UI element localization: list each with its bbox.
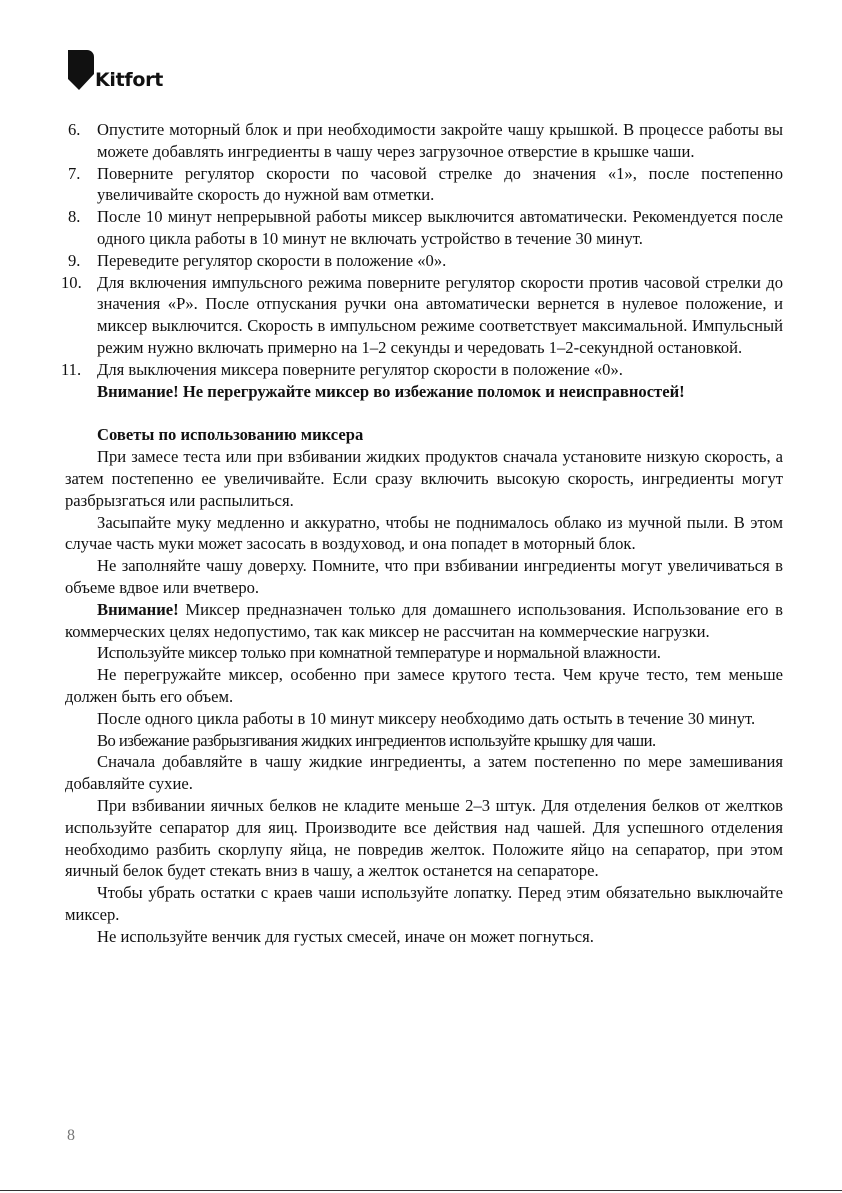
step-number: 8. [68, 207, 81, 227]
list-item [65, 119, 783, 163]
tip-paragraph: Не перегружайте миксер, особенно при замесе крутого теста. Чем круче тесто, тем меньше должен быть его объем. [65, 665, 783, 706]
tip-paragraph: Чтобы убрать остатки с краев чаши используйте лопатку. Перед этим обязательно выключайте миксер. [65, 883, 783, 924]
list-item [61, 359, 783, 381]
tip-paragraph: Не заполняйте чашу доверху. Помните, что при взбивании ингредиенты могут увеличиваться в объеме вдвое или вчетверо. [65, 556, 783, 597]
step-text: После 10 минут непрерывной работы миксер выключится автоматически. Рекомендуется после одного цикла работы в 10 минут не включать устройство в течение 30 минут. [97, 207, 783, 248]
tip-paragraph: Во избежание разбрызгивания жидких ингредиентов используйте крышку для чаши. [97, 730, 656, 750]
list-item [65, 250, 783, 272]
tip-paragraph: Засыпайте муку медленно и аккуратно, чтобы не поднималось облако из мучной пыли. В этом случае часть муки может засосать в воздуховод, и она попадет в моторный блок. [65, 512, 783, 554]
steps-list [61, 119, 783, 381]
tips-heading: Советы по использованию миксера [97, 425, 364, 445]
step-number: 11. [61, 359, 82, 379]
tip-paragraph-warning [65, 599, 783, 643]
overload-warning: Внимание! Не перегружайте миксер во избежание поломок и неисправностей! [97, 381, 685, 401]
attention-label: Внимание! [97, 599, 179, 619]
step-number: 10. [61, 272, 82, 292]
step-number: 6. [68, 120, 81, 139]
brand-name: Kitfort [95, 69, 163, 91]
list-item [65, 163, 783, 207]
step-text: Опустите моторный блок и при необходимости закройте чашу крышкой. В процессе работы вы можете добавлять ингредиенты в чашу через загрузочное отверстие в крышке чаши. [97, 120, 783, 161]
instruction-body [61, 119, 783, 947]
tip-paragraph: Используйте миксер только при комнатной температуре и нормальной влажности. [97, 643, 661, 663]
page-number: 8 [67, 1127, 75, 1144]
step-text: Переведите регулятор скорости в положение «0». [97, 250, 447, 270]
step-text: Для выключения миксера поверните регулятор скорости в положение «0». [97, 359, 623, 379]
bottom-rule [0, 1190, 842, 1191]
step-number: 9. [68, 250, 81, 270]
tip-paragraph: При замесе теста или при взбивании жидких продуктов сначала установите низкую скорость, а затем постепенно ее увеличивайте. Если сразу включить высокую скорость, ингредиенты могут разбрызгаться или распылиться. [65, 447, 783, 510]
step-text: Для включения импульсного режима поверните регулятор скорости против часовой стрелки до значения «P». После отпускания ручки она автоматически вернется в нулевое положение, и миксер выключится. Скорость в импульсном режиме соответствует максимальной. Импульсный режим нужно включать примерно на 1–2 секунды и чередовать 1–2-секундной остановкой. [97, 272, 783, 357]
attention-text: Миксер предназначен только для домашнего использования. Использование его в коммерческих целях недопустимо, так как миксер не рассчитан на коммерческие нагрузки. [65, 599, 783, 641]
tip-paragraph: После одного цикла работы в 10 минут миксеру необходимо дать остыть в течение 30 минут. [97, 708, 756, 728]
tip-paragraph: Не используйте венчик для густых смесей, иначе он может погнуться. [97, 926, 594, 946]
list-item [61, 272, 783, 359]
list-item [65, 206, 783, 250]
tip-paragraph: При взбивании яичных белков не кладите меньше 2–3 штук. Для отделения белков от желтков используйте сепаратор для яиц. Производите все действия над чашей. Для успешного отделения необходимо разбить скорлупу яйца, не повредив желток. Положите яйцо на сепаратор, при этом яичный белок будет стекать вниз в чашу, а желток останется на сепараторе. [65, 795, 783, 881]
kitfort-mark-icon [68, 50, 94, 90]
brand-logo [68, 50, 163, 90]
step-text: Поверните регулятор скорости по часовой стрелке до значения «1», после постепенно увеличивайте скорость до нужной вам отметки. [97, 163, 783, 205]
tip-paragraph: Сначала добавляйте в чашу жидкие ингредиенты, а затем постепенно по мере замешивания добавляйте сухие. [65, 752, 783, 794]
step-number: 7. [68, 163, 81, 183]
